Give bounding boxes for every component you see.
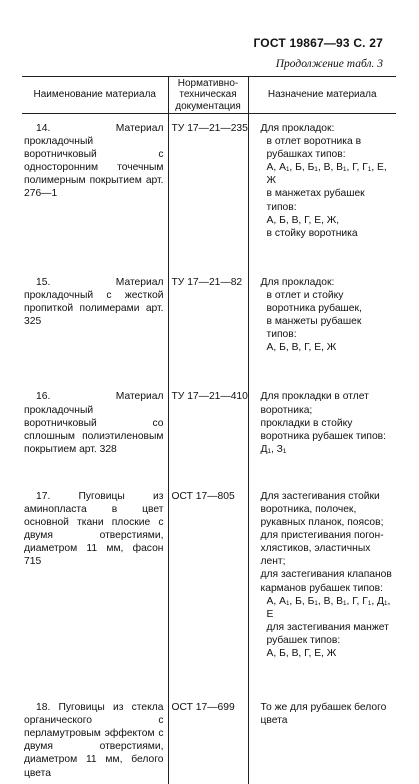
page-header: ГОСТ 19867—93 С. 27 [253,36,383,50]
purpose-line: в стойку воротника [266,227,358,239]
table-continuation-note: Продолжение табл. 3 [275,58,383,70]
purpose-line: в отлет воротника в рубашках типов: [266,136,362,161]
regulatory-doc-cell [168,693,248,784]
material-cell [22,270,168,383]
table-row [22,693,396,784]
purpose-line: То же для рубашек белого цвета [260,702,387,727]
column-header-regulatory-docs [168,77,248,114]
column-header-material: Наименование материала [22,77,168,114]
purpose-line: в манжеты рубашек типов: [266,316,362,341]
material-cell [22,114,168,270]
purpose-line: А, А₁, Б, Б₁, В, В₁, Г, Г₁, Е, Ж [266,162,387,187]
purpose-line: для застегивания клапанов карманов рубашек типов: [260,569,392,594]
purpose-line: А, Б, В, Г, Е, Ж, [266,214,340,226]
table-body [22,114,396,784]
material-name: 17. Пуговицы из аминопласта в цвет основной ткани плоские с двумя отверстиями, диаметром 11 мм, фасон 715 [24,490,164,568]
regulatory-doc-cell [168,382,248,479]
table-row [22,382,396,479]
purpose-line: прокладки в стойку воротника рубашек типов: Д₁, З₁ [260,417,386,455]
materials-table [22,76,396,784]
material-name: 16. Материал прокладочный воротничковый со сплошным полиэтиленовым покрытием арт. 328 [24,391,164,455]
material-name: 15. Материал прокладочный с жесткой пропиткой полимерами арт. 325 [24,276,164,328]
purpose-cell [248,114,396,270]
regulatory-doc: ТУ 17—21—410 [171,391,248,403]
purpose-line: А, Б, В, Г, Е, Ж [266,648,337,659]
table-row [22,114,396,270]
regulatory-doc: ОСТ 17—699 [171,702,235,714]
purpose-line: Для прокладок: [260,123,335,134]
purpose-cell [248,480,396,693]
column-header-purpose: Назначение материала [248,77,396,114]
regulatory-doc-cell [168,480,248,693]
purpose-line: для пристегивания погон-хлястиков, эластичных лент; [260,530,384,568]
purpose-line: для застегивания манжет рубашек типов: [266,621,389,646]
column-header-regulatory-line2: техническая [179,89,237,101]
material-name: 14. Материал прокладочный воротничковый с односторонним точечным полимерным покрытием арт. 276—1 [24,123,164,200]
purpose-line: Для прокладок: [260,276,335,288]
column-header-regulatory-line1: Нормативно- [177,77,239,89]
table-header-row [22,77,396,114]
regulatory-doc-cell [168,114,248,270]
material-cell [22,480,168,693]
purpose-cell [248,382,396,479]
regulatory-doc: ТУ 17—21—82 [171,276,243,288]
material-cell [22,382,168,479]
regulatory-doc: ТУ 17—21—235 [171,123,248,134]
material-name: 18. Пуговицы из стекла органического с перламутровым эффектом с двумя отверстиями, диаметром 11 мм, белого цвета [24,702,164,779]
regulatory-doc-cell [168,270,248,383]
purpose-line: А, А₁, Б, Б₁, В, В₁, Г, Г₁, Д₁, Е [266,595,391,620]
table-row [22,270,396,383]
purpose-line: А, Б, В, Г, Е, Ж [266,342,337,354]
purpose-cell [248,270,396,383]
regulatory-doc: ОСТ 17—805 [171,490,235,502]
column-header-regulatory-line3: документация [175,100,241,112]
purpose-cell [248,693,396,784]
purpose-line: Для прокладки в отлет воротника; [260,391,369,416]
table-row [22,480,396,693]
purpose-line: в отлет и стойку воротника рубашек, [266,289,362,315]
purpose-line: в манжетах рубашек типов: [266,188,365,213]
purpose-line: Для застегивания стойки воротника, полочек, рукавных планок, поясов; [260,490,384,529]
material-cell [22,693,168,784]
